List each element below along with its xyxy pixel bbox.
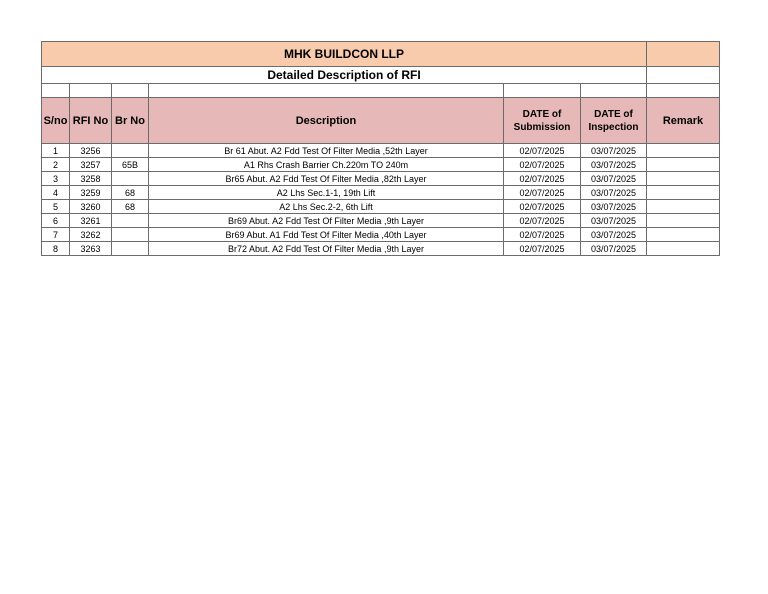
cell-remark xyxy=(647,214,720,228)
header-date-submission-line2: Submission xyxy=(513,121,571,133)
cell-br-no: 65B xyxy=(112,158,149,172)
blank-cell xyxy=(647,84,720,98)
cell-date-submission: 02/07/2025 xyxy=(504,158,581,172)
header-br-no: Br No xyxy=(112,98,149,144)
title-row xyxy=(42,42,720,67)
cell-sno: 2 xyxy=(42,158,70,172)
blank-cell xyxy=(581,84,647,98)
cell-remark xyxy=(647,144,720,158)
cell-br-no xyxy=(112,228,149,242)
subtitle-side-cell xyxy=(647,67,720,84)
cell-rfi-no: 3260 xyxy=(70,200,112,214)
header-date-submission-line1: DATE of xyxy=(522,108,562,120)
cell-sno: 8 xyxy=(42,242,70,256)
cell-description: A2 Lhs Sec.1-1, 19th Lift xyxy=(149,186,504,200)
table-row xyxy=(42,158,720,172)
header-sno: S/no xyxy=(42,98,70,144)
cell-sno: 4 xyxy=(42,186,70,200)
cell-description: Br65 Abut. A2 Fdd Test Of Filter Media ,82th Layer xyxy=(149,172,504,186)
blank-cell xyxy=(149,84,504,98)
header-date-inspection-line2: Inspection xyxy=(588,121,639,133)
rfi-table xyxy=(41,41,720,256)
blank-cell xyxy=(112,84,149,98)
cell-remark xyxy=(647,242,720,256)
cell-sno: 7 xyxy=(42,228,70,242)
cell-description: Br69 Abut. A1 Fdd Test Of Filter Media ,40th Layer xyxy=(149,228,504,242)
company-title: MHK BUILDCON LLP xyxy=(42,42,647,67)
cell-description: A1 Rhs Crash Barrier Ch.220m TO 240m xyxy=(149,158,504,172)
cell-date-submission: 02/07/2025 xyxy=(504,228,581,242)
blank-cell xyxy=(70,84,112,98)
cell-sno: 3 xyxy=(42,172,70,186)
cell-sno: 5 xyxy=(42,200,70,214)
cell-rfi-no: 3262 xyxy=(70,228,112,242)
cell-rfi-no: 3263 xyxy=(70,242,112,256)
cell-description: Br69 Abut. A2 Fdd Test Of Filter Media ,9th Layer xyxy=(149,214,504,228)
cell-date-submission: 02/07/2025 xyxy=(504,242,581,256)
table-row xyxy=(42,214,720,228)
cell-rfi-no: 3256 xyxy=(70,144,112,158)
cell-date-inspection: 03/07/2025 xyxy=(581,158,647,172)
title-side-cell xyxy=(647,42,720,67)
header-description: Description xyxy=(149,98,504,144)
cell-date-inspection: 03/07/2025 xyxy=(581,200,647,214)
header-date-inspection xyxy=(581,98,647,144)
cell-br-no xyxy=(112,214,149,228)
cell-br-no: 68 xyxy=(112,186,149,200)
cell-br-no xyxy=(112,172,149,186)
cell-date-inspection: 03/07/2025 xyxy=(581,172,647,186)
table-row xyxy=(42,172,720,186)
cell-date-inspection: 03/07/2025 xyxy=(581,228,647,242)
cell-rfi-no: 3259 xyxy=(70,186,112,200)
header-remark: Remark xyxy=(647,98,720,144)
cell-rfi-no: 3258 xyxy=(70,172,112,186)
cell-description: Br 61 Abut. A2 Fdd Test Of Filter Media ,52th Layer xyxy=(149,144,504,158)
table-row xyxy=(42,242,720,256)
subtitle-row xyxy=(42,67,720,84)
cell-br-no xyxy=(112,242,149,256)
header-date-inspection-line1: DATE of xyxy=(594,108,633,120)
header-row xyxy=(42,98,720,144)
cell-date-inspection: 03/07/2025 xyxy=(581,214,647,228)
blank-row xyxy=(42,84,720,98)
document-subtitle: Detailed Description of RFI xyxy=(42,67,647,84)
cell-date-submission: 02/07/2025 xyxy=(504,144,581,158)
blank-cell xyxy=(42,84,70,98)
cell-date-inspection: 03/07/2025 xyxy=(581,186,647,200)
cell-description: A2 Lhs Sec.2-2, 6th Lift xyxy=(149,200,504,214)
cell-rfi-no: 3261 xyxy=(70,214,112,228)
blank-cell xyxy=(504,84,581,98)
cell-rfi-no: 3257 xyxy=(70,158,112,172)
cell-remark xyxy=(647,228,720,242)
cell-remark xyxy=(647,186,720,200)
cell-br-no xyxy=(112,144,149,158)
table-row xyxy=(42,228,720,242)
cell-sno: 6 xyxy=(42,214,70,228)
table-row xyxy=(42,186,720,200)
cell-br-no: 68 xyxy=(112,200,149,214)
cell-date-submission: 02/07/2025 xyxy=(504,200,581,214)
cell-remark xyxy=(647,158,720,172)
cell-remark xyxy=(647,200,720,214)
cell-date-inspection: 03/07/2025 xyxy=(581,144,647,158)
cell-date-submission: 02/07/2025 xyxy=(504,214,581,228)
header-rfi-no: RFI No xyxy=(70,98,112,144)
cell-date-submission: 02/07/2025 xyxy=(504,172,581,186)
cell-sno: 1 xyxy=(42,144,70,158)
table-row xyxy=(42,144,720,158)
table-row xyxy=(42,200,720,214)
cell-date-inspection: 03/07/2025 xyxy=(581,242,647,256)
cell-date-submission: 02/07/2025 xyxy=(504,186,581,200)
header-date-submission xyxy=(504,98,581,144)
cell-description: Br72 Abut. A2 Fdd Test Of Filter Media ,9th Layer xyxy=(149,242,504,256)
cell-remark xyxy=(647,172,720,186)
